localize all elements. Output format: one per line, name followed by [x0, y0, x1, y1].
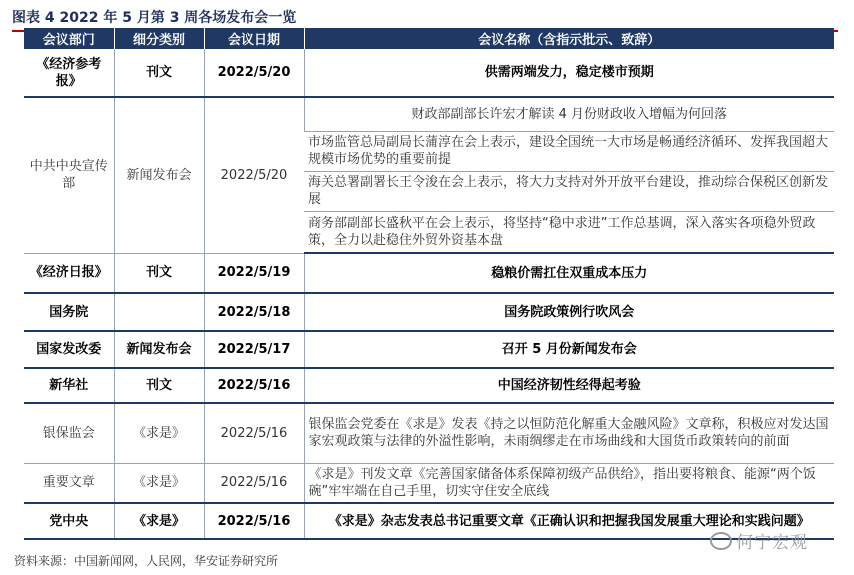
cell-topic: 《求是》刊发文章《完善国家储备体系保障初级产品供给》，指出要将粮食、能源“两个饭碗”牢牢端在自己手里，切实守住安全底线	[304, 463, 834, 503]
table-row	[24, 49, 834, 97]
cell-topic: 市场监管总局副局长蒲淳在会上表示，建设全国统一大市场是畅通经济循环、发挥我国超大规模市场优势的重要前提	[304, 131, 834, 171]
table-row	[24, 253, 834, 293]
cell-category: 《求是》	[114, 463, 204, 503]
cell-category: 《求是》	[114, 503, 204, 539]
header-category: 细分类别	[114, 28, 204, 49]
cell-date: 2022/5/16	[204, 403, 304, 463]
cell-dept: 国务院	[24, 293, 114, 331]
source-note: 资料来源：中国新闻网，人民网，华安证券研究所	[14, 554, 279, 568]
cell-date: 2022/5/16	[204, 368, 304, 403]
figure-title: 图表 4 2022 年 5 月第 3 周各场发布会一览	[12, 10, 297, 26]
cell-topic: 商务部副部长盛秋平在会上表示，将坚持“稳中求进”工作总基调，深入落实各项稳外贸政策，全力以赴稳住外贸外资基本盘	[304, 211, 834, 253]
cell-dept: 《经济参考报》	[24, 49, 114, 97]
cell-dept: 新华社	[24, 368, 114, 403]
header-date: 会议日期	[204, 28, 304, 49]
table-row	[24, 293, 834, 331]
cell-category: 新闻发布会	[114, 331, 204, 368]
cell-topic: 稳粮价需扛住双重成本压力	[304, 253, 834, 293]
cell-dept: 重要文章	[24, 463, 114, 503]
cell-topic: 海关总署副署长王令浚在会上表示，将大力支持对外开放平台建设，推动综合保税区创新发展	[304, 171, 834, 211]
table-row	[24, 403, 834, 463]
table-row	[24, 368, 834, 403]
cell-date: 2022/5/16	[204, 463, 304, 503]
cell-topic: 《求是》杂志发表总书记重要文章《正确认识和把握我国发展重大理论和实践问题》	[304, 503, 834, 539]
meetings-table	[24, 28, 834, 540]
table-header-row	[24, 28, 834, 49]
cell-date: 2022/5/20	[204, 97, 304, 253]
cell-date: 2022/5/20	[204, 49, 304, 97]
watermark	[710, 528, 808, 553]
header-topic: 会议名称（含指示批示、致辞）	[304, 28, 834, 49]
cell-category: 新闻发布会	[114, 97, 204, 253]
cell-date: 2022/5/16	[204, 503, 304, 539]
cell-date: 2022/5/19	[204, 253, 304, 293]
cell-topic: 财政部副部长许宏才解读 4 月份财政收入增幅为何回落	[304, 97, 834, 131]
cell-category: 刊文	[114, 253, 204, 293]
watermark-text: 何宁宏观	[736, 533, 808, 553]
table-row	[24, 331, 834, 368]
cell-topic: 中国经济韧性经得起考验	[304, 368, 834, 403]
cell-category: 《求是》	[114, 403, 204, 463]
header-dept: 会议部门	[24, 28, 114, 49]
cell-date: 2022/5/18	[204, 293, 304, 331]
cell-date: 2022/5/17	[204, 331, 304, 368]
cell-category: 刊文	[114, 368, 204, 403]
cell-dept: 党中央	[24, 503, 114, 539]
cell-dept: 国家发改委	[24, 331, 114, 368]
table-row	[24, 463, 834, 503]
cell-dept: 中共中央宣传部	[24, 97, 114, 253]
table-row	[24, 97, 834, 131]
cell-category: 刊文	[114, 49, 204, 97]
cell-topic: 银保监会党委在《求是》发表《持之以恒防范化解重大金融风险》文章称，积极应对发达国家宏观政策与法律的外溢性影响，未雨绸缪走在市场曲线和大国货币政策转向的前面	[304, 403, 834, 463]
cell-topic: 供需两端发力，稳定楼市预期	[304, 49, 834, 97]
cell-topic: 召开 5 月份新闻发布会	[304, 331, 834, 368]
cell-category	[114, 293, 204, 331]
cell-dept: 《经济日报》	[24, 253, 114, 293]
wechat-icon	[710, 532, 732, 550]
cell-topic: 国务院政策例行吹风会	[304, 293, 834, 331]
cell-dept: 银保监会	[24, 403, 114, 463]
